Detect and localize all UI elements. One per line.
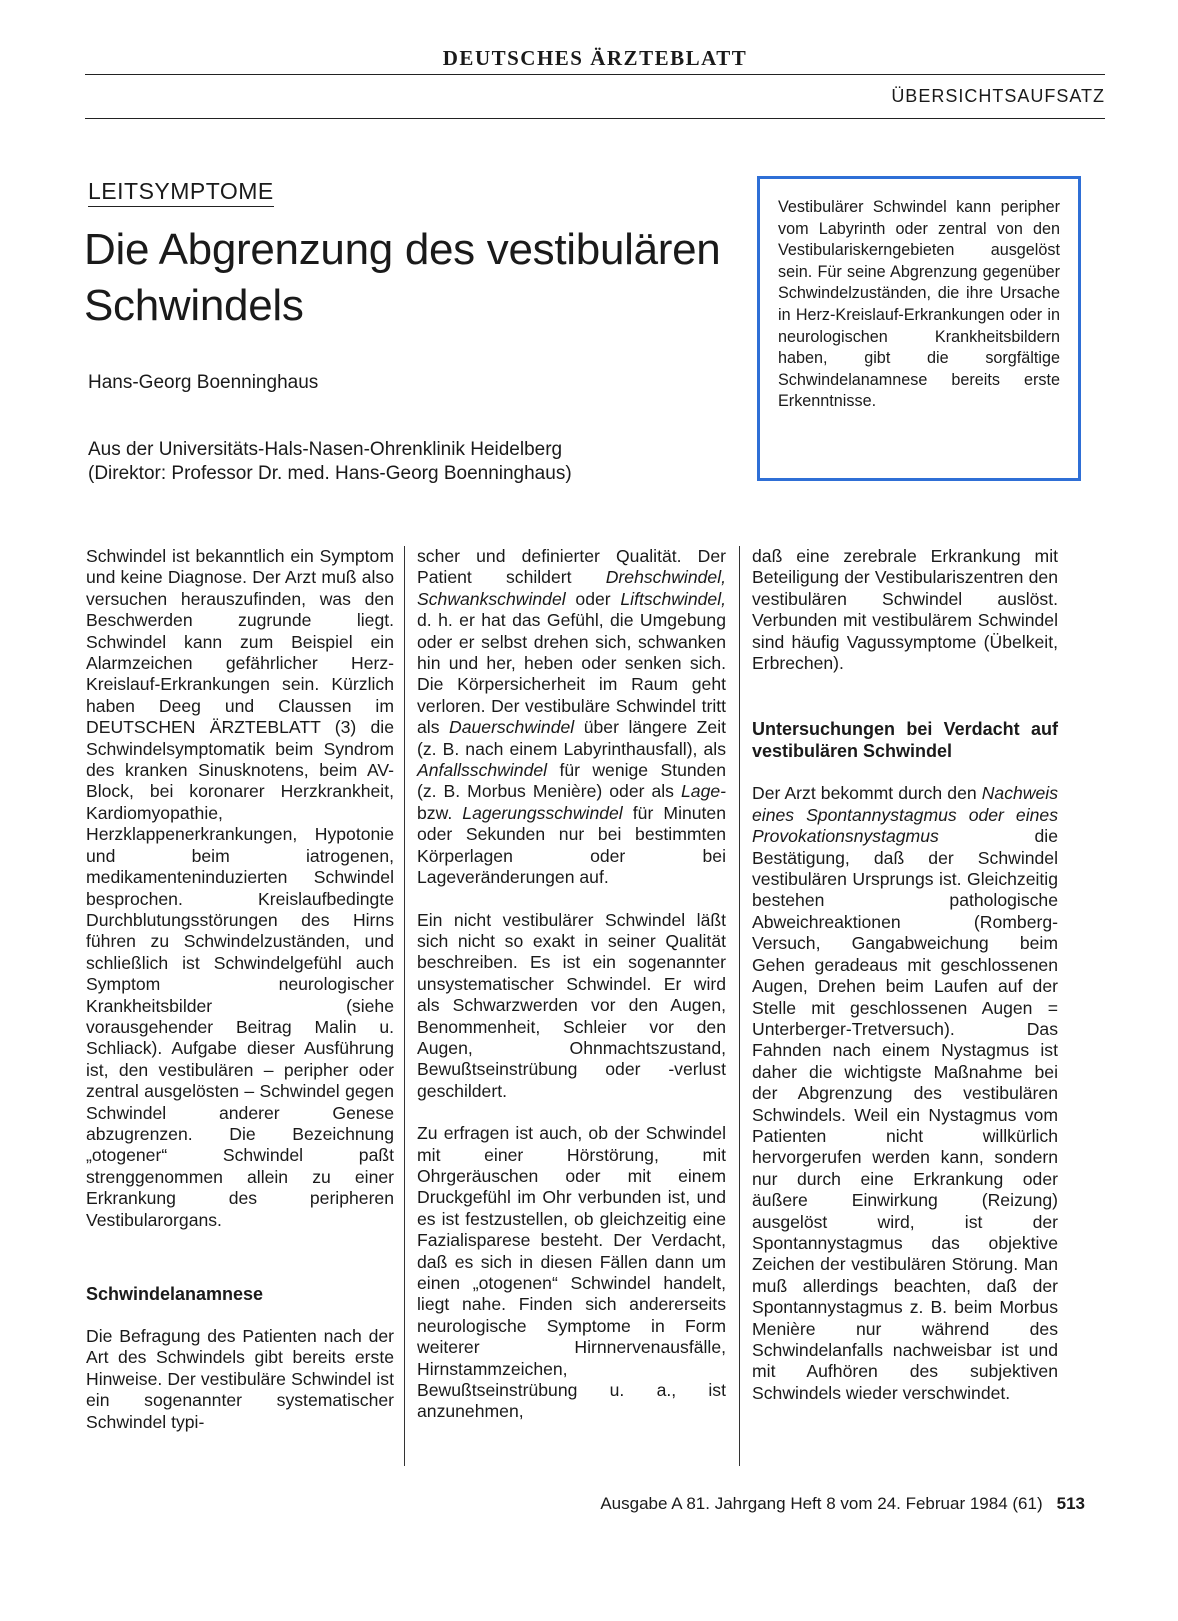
text-run: scher und definierter Qualität. Der Patient schildert [417, 546, 726, 588]
italic-term: Liftschwindel, [620, 588, 726, 609]
article-author: Hans-Georg Boenninghaus [88, 372, 319, 393]
italic-term: Dauerschwindel [449, 717, 575, 738]
italic-term: Lagerungsschwindel [462, 802, 623, 823]
italic-term: Nachweis eines Spontannystagmus oder eines Provokationsnystagmus [752, 783, 1058, 847]
article-affiliation [88, 438, 572, 486]
text-column-1 [86, 546, 394, 1433]
italic-term: Lage- [681, 781, 726, 802]
abstract-box [757, 176, 1081, 481]
article-title: Die Abgrenzung des vestibulären Schwindels [84, 225, 721, 330]
paragraph: daß eine zerebrale Erkrankung mit Beteiligung der Vestibulariszentren den vestibulären Schwindel auslöst. Verbunden mit vestibulärem Schwindel sind häufig Vagussymptome (Übelkeit, Erbrechen). [752, 546, 1058, 674]
paragraph [417, 546, 726, 889]
paragraph: Zu erfragen ist auch, ob der Schwindel mit einer Hörstörung, mit Ohrgeräuschen oder mit einem Druckgefühl im Ohr verbunden ist, und es ist festzustellen, ob gleichzeitig eine Fazialisparese besteht. Der Verdacht, daß es sich in diesen Fällen dann um einen „otogenen“ Schwindel handelt, liegt nahe. Finden sich andererseits neurologische Symptome in Form weiterer Hirnnervenausfälle, Hirnstammzeichen, Bewußtseinstrübung u. a., ist anzunehmen, [417, 1123, 726, 1422]
header-rule-top [85, 74, 1105, 75]
section-heading: Untersuchungen bei Verdacht auf vestibulären Schwindel [752, 719, 1058, 762]
page-footer [600, 1494, 1085, 1514]
text-column-3 [752, 546, 1058, 1404]
affiliation-line-2: (Direktor: Professor Dr. med. Hans-Georg Boenninghaus) [88, 463, 572, 484]
paragraph: Die Befragung des Patienten nach der Art des Schwindels gibt bereits erste Hinweise. Der vestibuläre Schwindel ist ein sogenannter systematischer Schwindel typi- [86, 1326, 394, 1432]
section-label: ÜBERSICHTSAUFSATZ [891, 86, 1105, 106]
text-column-2 [417, 546, 726, 1423]
text-run: d. h. er hat das Gefühl, die Umgebung oder er selbst drehen sich, schwanken hin und her, heben oder senken sich. Die Körpersicherheit im Raum geht verloren. Der vestibuläre Schwindel tritt als [417, 610, 726, 738]
text-run: oder [565, 588, 621, 609]
section-heading: Schwindelanamnese [86, 1284, 264, 1304]
italic-term: Drehschwindel, Schwankschwindel [417, 567, 726, 609]
text-run: die Bestätigung, daß der Schwindel vestibulären Ursprungs ist. Gleichzeitig bestehen pathologische Abweichreaktionen (Romberg-Versuch, Gangabweichung beim Gehen geradeaus mit geschlossenen Augen, Drehen beim Laufen auf der Stelle mit geschlossenen Augen = Unterberger-Tretversuch). Das Fahnden nach einem Nystagmus ist daher die wichtigste Maßnahme bei der Abgrenzung des vestibulären Schwindels. Weil ein Nystagmus vom Patienten nicht willkürlich hervorgerufen werden kann, sondern nur durch eine Erkrankung oder äußere Einwirkung (Reizung) ausgelöst wird, ist der Spontannystagmus das objektive Zeichen der vestibulären Störung. Man muß allerdings beachten, daß der Spontannystagmus z. B. beim Morbus Menière nur während des Schwindelanfalls nachweisbar ist und mit Aufhören des subjektiven Schwindels wieder verschwindet. [752, 826, 1058, 1403]
column-divider-1 [404, 546, 405, 1466]
italic-term: Anfallsschwindel [417, 760, 548, 781]
article-kicker: LEITSYMPTOME [88, 178, 274, 207]
abstract-text: Vestibulärer Schwindel kann peripher vom Labyrinth oder zentral von den Vestibulariskerngebieten ausgelöst sein. Für seine Abgrenzung gegenüber Schwindelzuständen, die ihre Ursache in Herz-Kreislauf-Erkrankungen oder in neurologischen Krankheitsbildern haben, gibt die sorgfältige Schwindelanamnese bereits erste Erkenntnisse. [778, 198, 1060, 411]
column-divider-2 [739, 546, 740, 1466]
affiliation-line-1: Aus der Universitäts-Hals-Nasen-Ohrenklinik Heidelberg [88, 439, 563, 460]
paragraph: Ein nicht vestibulärer Schwindel läßt sich nicht so exakt in seiner Qualität beschreiben. Es ist ein sogenannter unsystematischer Schwindel. Er wird als Schwarzwerden vor den Augen, Benommenheit, Schleier vor den Augen, Ohnmachtszustand, Bewußtseinstrübung oder -verlust geschildert. [417, 909, 726, 1101]
text-run: für Minuten oder Sekunden nur bei bestimmten Körperlagen oder bei Lageveränderungen auf. [417, 802, 726, 888]
text-run: bzw. [417, 802, 463, 823]
text-run: über längere Zeit (z. B. nach einem Labyrinthausfall), als [417, 717, 726, 759]
page-number: 513 [1056, 1494, 1085, 1513]
text-run: Der Arzt bekommt durch den [752, 783, 982, 804]
paragraph: Schwindel ist bekanntlich ein Symptom und keine Diagnose. Der Arzt muß also versuchen herauszufinden, was den Beschwerden zugrunde liegt. Schwindel kann zum Beispiel ein Alarmzeichen gefährlicher Herz-Kreislauf-Erkrankungen sein. Kürzlich haben Deeg und Claussen im DEUTSCHEN ÄRZTEBLATT (3) die Schwindelsymptomatik beim Syndrom des kranken Sinusknotens, beim AV-Block, bei koronarer Herzkrankheit, Kardiomyopathie, Herzklappenerkrankungen, Hypotonie und beim iatrogenen, medikamenteninduzierten Schwindel besprochen. Kreislaufbedingte Durchblutungsstörungen des Hirns führen zu Schwindelzuständen, und schließlich ist Schwindelgefühl auch Symptom neurologischer Krankheitsbilder (siehe vorausgehender Beitrag Malin u. Schliack). Aufgabe dieser Ausführung ist, den vestibulären – peripher oder zentral ausgelösten – Schwindel gegen Schwindel anderer Genese abzugrenzen. Die Bezeichnung „otogener“ Schwindel paßt strenggenommen allein zu einer Erkrankung des peripheren Vestibularorgans. [86, 546, 394, 1230]
paragraph [752, 783, 1058, 1404]
text-run: für wenige Stunden (z. B. Morbus Menière) oder als [417, 760, 726, 802]
header-rule-bottom [85, 118, 1105, 119]
issue-info: Ausgabe A 81. Jahrgang Heft 8 vom 24. Februar 1984 (61) [600, 1494, 1043, 1513]
masthead: DEUTSCHES ÄRZTEBLATT [442, 46, 748, 70]
